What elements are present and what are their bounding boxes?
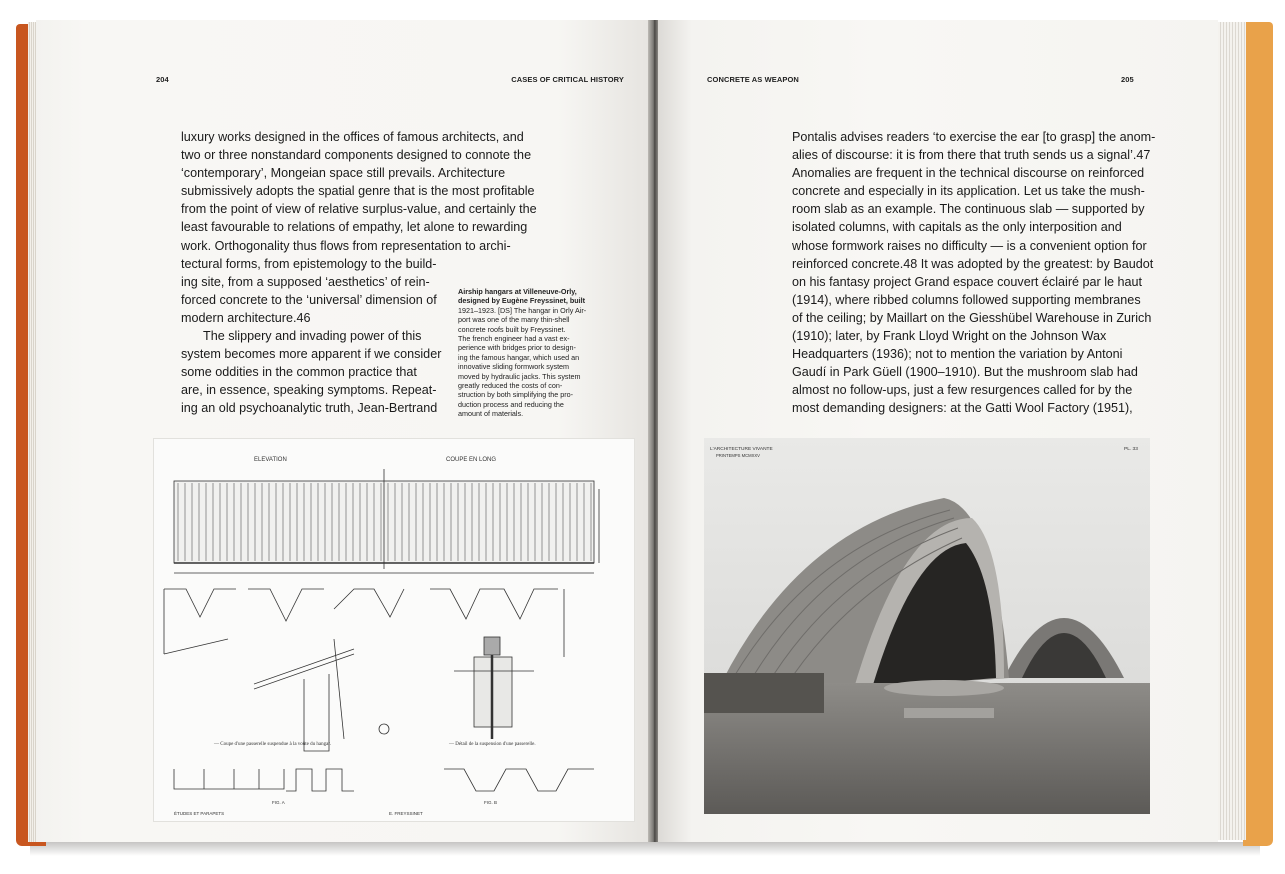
caption-line: greatly reduced the costs of con- bbox=[458, 381, 563, 391]
caption-line: 1921–1923. [DS] The hangar in Orly Air- bbox=[458, 305, 587, 315]
book-shadow bbox=[30, 842, 1260, 856]
text-line: Headquarters (1936); not to mention the variation by Antoni bbox=[792, 347, 1123, 362]
text-line: two or three nonstandard components designed to connote the bbox=[181, 148, 532, 163]
text-line: tectural forms, from epistemology to the build- bbox=[181, 256, 437, 271]
hangar-drawing bbox=[154, 439, 634, 821]
text-line: concrete and especially in its application. Let us take the mush- bbox=[792, 184, 1145, 199]
caption-line: The french engineer had a vast ex- bbox=[458, 334, 570, 344]
text-line: work. Orthogonality thus flows from representation to archi- bbox=[181, 238, 511, 253]
caption-line: amount of materials. bbox=[458, 409, 524, 419]
text-line: forced concrete to the ‘universal’ dimension of bbox=[181, 292, 437, 307]
text-line: almost no follow-ups, just a few resurgences called for by the bbox=[792, 383, 1133, 398]
section-label: COUPE EN LONG bbox=[446, 457, 497, 463]
text-line: least favourable to relations of empathy, let alone to rewarding bbox=[181, 220, 528, 235]
text-line: modern architecture.46 bbox=[181, 310, 311, 325]
text-line: isolated columns, with capitals as the only interposition and bbox=[792, 220, 1122, 235]
caption-line: moved by hydraulic jacks. This system bbox=[458, 371, 581, 381]
caption-line: port was one of the many thin-shell bbox=[458, 315, 570, 325]
page-number-left: 204 bbox=[156, 75, 169, 84]
caption-line: ing the famous hangar, which used an bbox=[458, 352, 580, 362]
technical-drawing-figure bbox=[153, 438, 635, 822]
text-line: (1914), where ribbed columns followed supporting membranes bbox=[792, 292, 1141, 307]
text-line: ‘contemporary’, Mongeian space still prevails. Architecture bbox=[181, 166, 506, 181]
running-head-right: CONCRETE AS WEAPON bbox=[707, 75, 799, 84]
fig-a-label: FIG. A bbox=[272, 800, 285, 805]
text-line: some oddities in the common practice that bbox=[181, 365, 417, 380]
text-line: most demanding designers: at the Gatti Wool Factory (1951), bbox=[792, 401, 1133, 416]
running-head-left: CASES OF CRITICAL HISTORY bbox=[511, 75, 624, 84]
caption-line: perience with bridges prior to design- bbox=[458, 343, 576, 353]
photo-plate-label: L'ARCHITECTURE VIVANTE bbox=[710, 447, 773, 452]
drawing-footer-left: ÉTUDES ET PARAPETS bbox=[174, 811, 225, 816]
caption-line: concrete roofs built by Freyssinet. bbox=[458, 324, 566, 334]
text-line: system becomes more apparent if we consider bbox=[181, 347, 442, 362]
text-line: (1910); later, by Frank Lloyd Wright on the Johnson Wax bbox=[792, 329, 1107, 344]
text-line: are, in essence, speaking symptoms. Repeat- bbox=[181, 383, 437, 398]
left-page bbox=[36, 20, 650, 842]
text-line: reinforced concrete.48 It was adopted by the greatest: by Baudot bbox=[792, 256, 1154, 271]
text-line: Gaudí in Park Güell (1900–1910). But the mushroom slab had bbox=[792, 365, 1138, 380]
drawing-footer-mid: E. FREYSSINET bbox=[389, 811, 423, 816]
text-line: from the point of view of relative surplus-value, and certainly the bbox=[181, 202, 537, 217]
caption-line: innovative sliding formwork system bbox=[458, 362, 570, 372]
figure-caption bbox=[458, 287, 586, 419]
text-line: of the ceiling; by Maillart on the Giesshübel Warehouse in Zurich bbox=[792, 310, 1152, 325]
suspension-note: — Détail de la suspension d'une passerelle. bbox=[449, 742, 536, 747]
text-line: whose formwork raises no difficulty — is a convenient option for bbox=[792, 238, 1147, 253]
text-line: ing site, from a supposed ‘aesthetics’ of rein- bbox=[181, 274, 430, 289]
photo-plate-number: PL. 33 bbox=[1124, 447, 1138, 452]
text-line: Pontalis advises readers ‘to exercise the ear [to grasp] the anom- bbox=[792, 130, 1156, 144]
text-line: alies of discourse: it is from there that truth sends us a signal’.47 bbox=[792, 148, 1151, 163]
elevation-label: ELEVATION bbox=[254, 457, 287, 463]
text-line: submissively adopts the spatial genre that is the most profitable bbox=[181, 184, 535, 199]
caption-line: struction by both simplifying the pro- bbox=[458, 390, 574, 400]
right-page bbox=[658, 20, 1218, 842]
text-line: room slab as an example. The continuous slab — supported by bbox=[792, 202, 1145, 217]
hangar-photograph bbox=[704, 438, 1150, 814]
text-line: ing an old psychoanalytic truth, Jean-Bertrand bbox=[181, 401, 438, 416]
hangar-photo-art bbox=[704, 438, 1150, 814]
text-line: The slippery and invading power of this bbox=[203, 329, 422, 344]
page-number-right: 205 bbox=[1121, 75, 1134, 84]
caption-line: designed by Eugène Freyssinet, built bbox=[458, 296, 586, 306]
text-line: Anomalies are frequent in the technical discourse on reinforced bbox=[792, 166, 1145, 181]
right-body-text bbox=[792, 128, 1168, 418]
cover-right-edge bbox=[1243, 22, 1273, 846]
text-line: luxury works designed in the offices of famous architects, and bbox=[181, 130, 524, 144]
caption-line: duction process and reducing the bbox=[458, 399, 564, 409]
photo-plate-sublabel: PRINTEMPS MCMXXV bbox=[716, 453, 760, 458]
fig-b-label: FIG. B bbox=[484, 800, 498, 805]
caption-line: Airship hangars at Villeneuve-Orly, bbox=[458, 287, 577, 296]
walkway-note: — Coupe d'une passerelle suspendue à la voûte du hangar. bbox=[214, 742, 331, 747]
text-line: on his fantasy project Grand espace couvert éclairé par le haut bbox=[792, 274, 1143, 289]
